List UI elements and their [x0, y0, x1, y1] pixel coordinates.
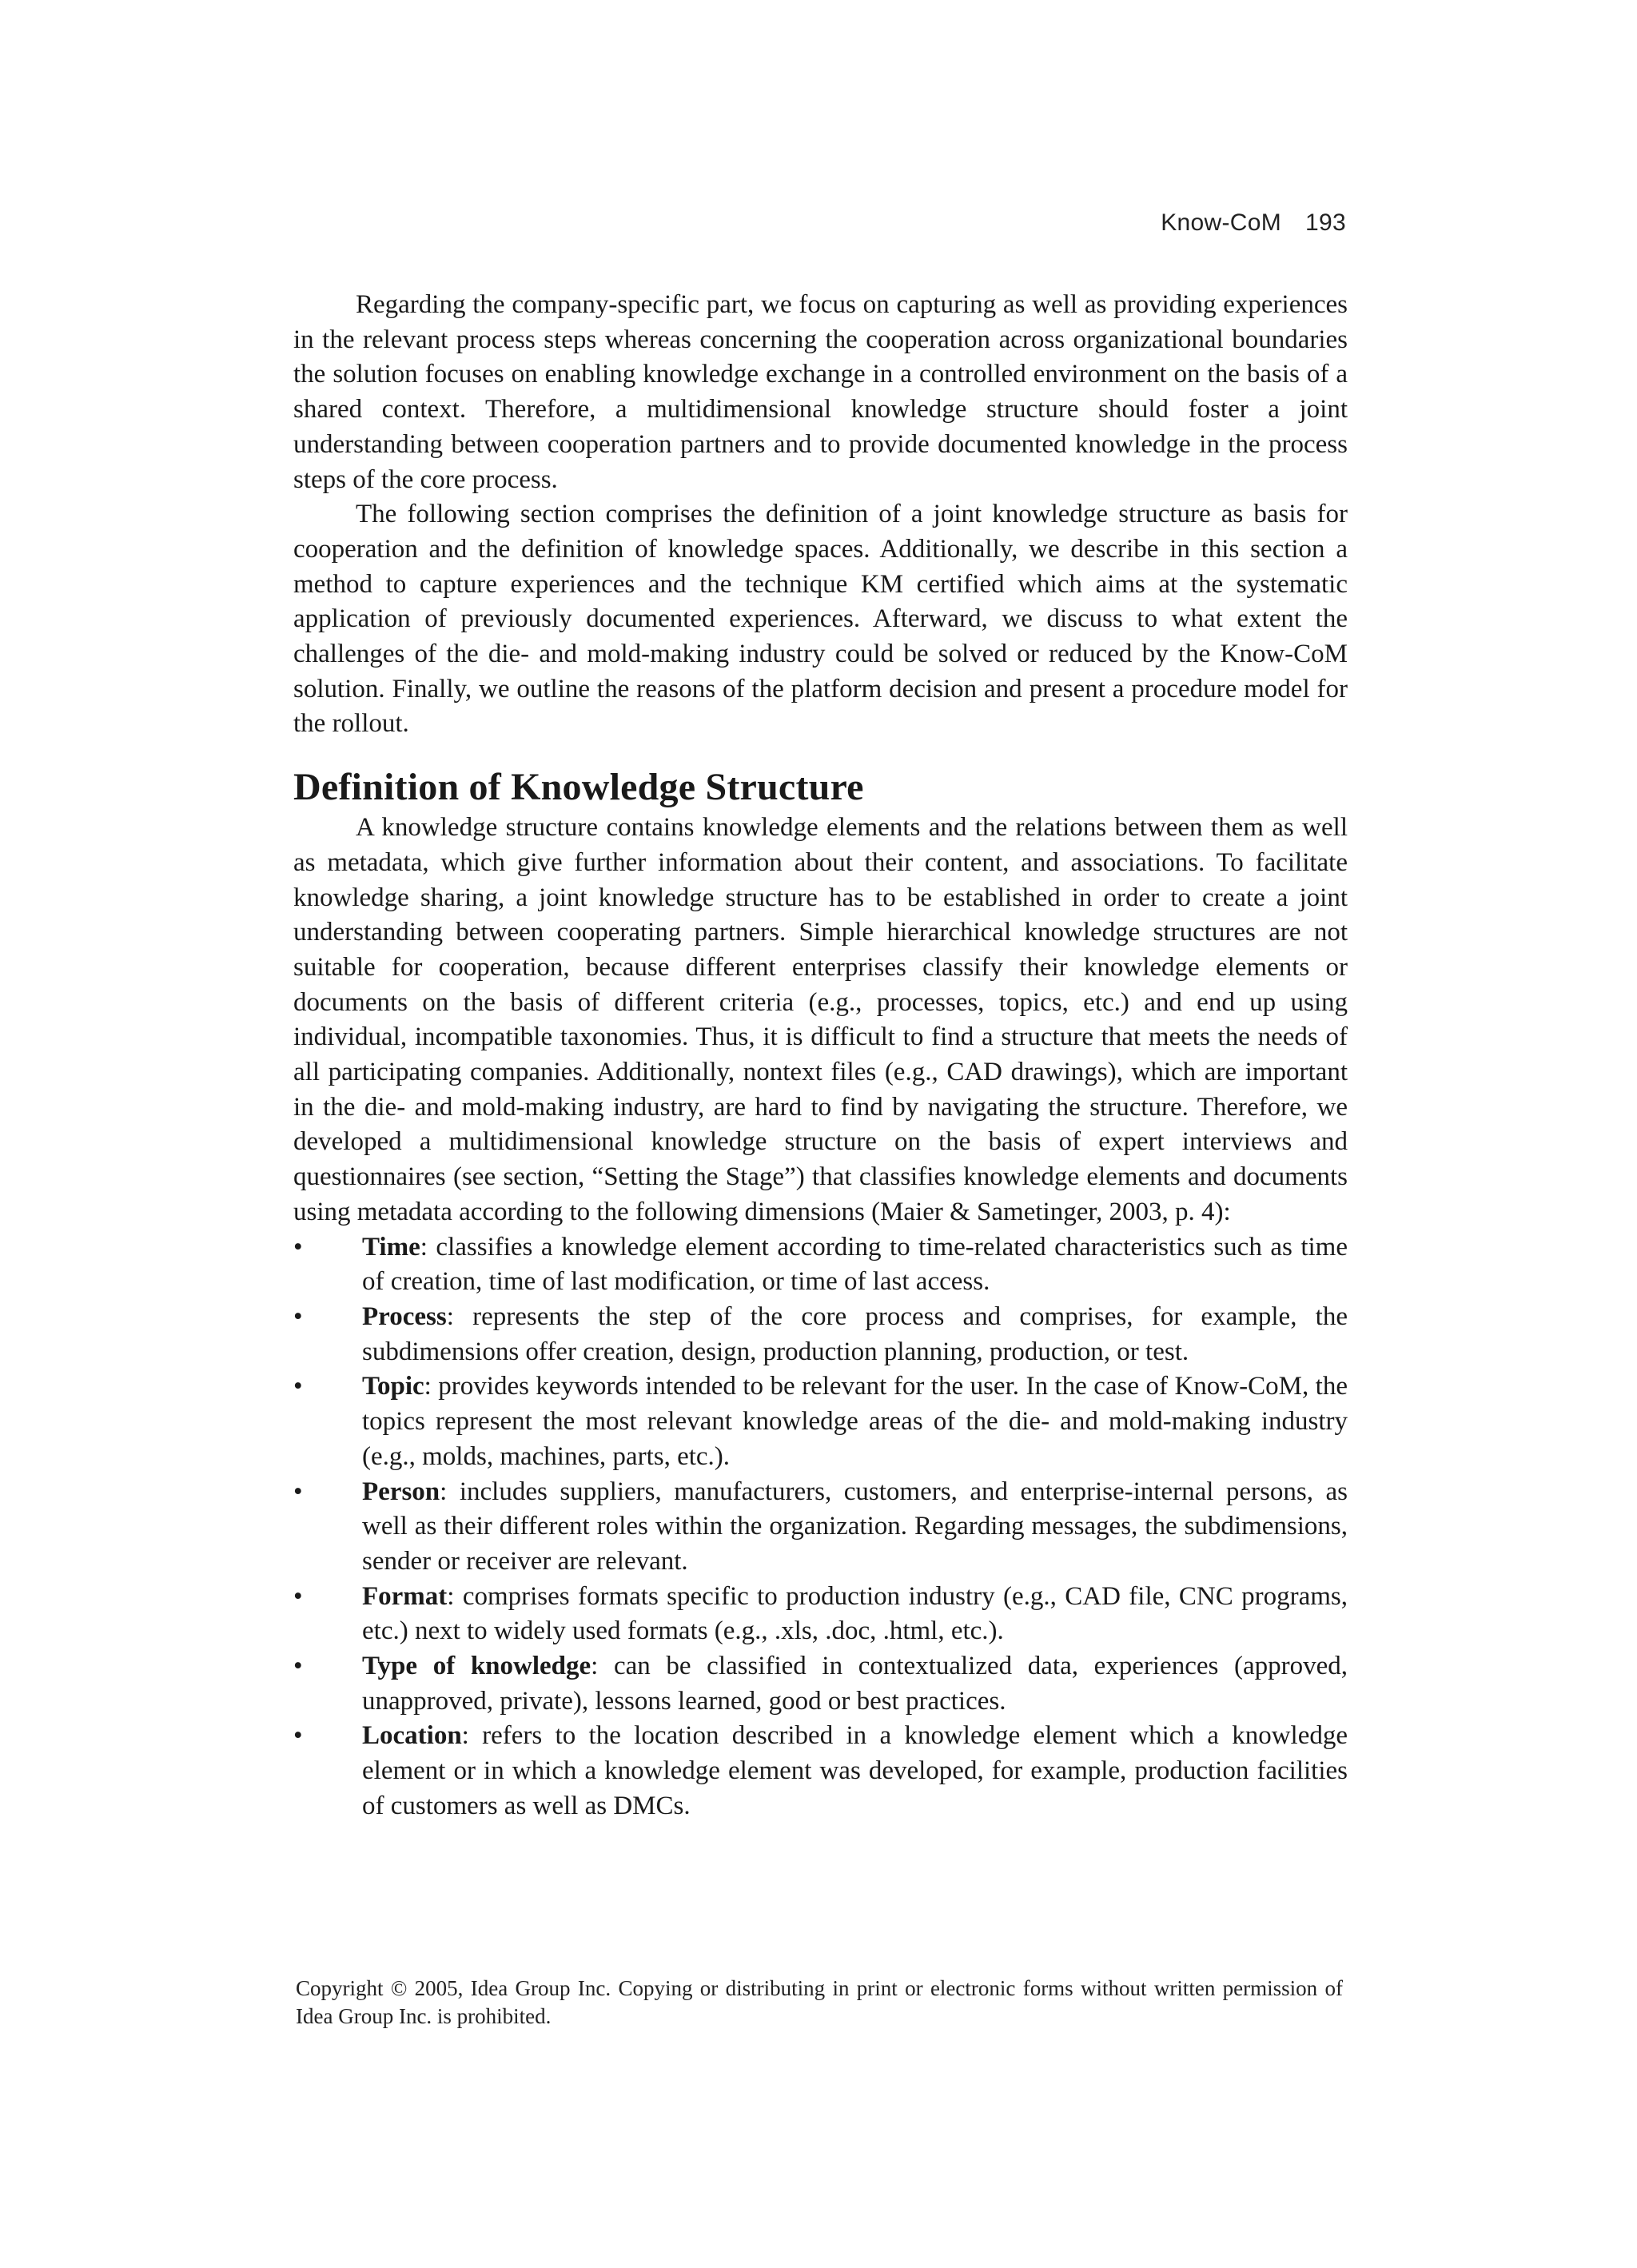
running-header: [1161, 209, 1346, 237]
section-paragraph: A knowledge structure contains knowledge elements and the relations between them as well as metadata, which give further information about their content, and associations. To facilitate knowledge sharing, a joint knowledge structure has to be established in order to create a joint understanding between cooperating partners. Simple hierarchical knowledge structures are not suitable for cooperation, because different enterprises classify their knowledge elements or documents on the basis of different criteria (e.g., processes, topics, etc.) and end up using individual, incompatible taxonomies. Thus, it is difficult to find a structure that meets the needs of all participating companies. Additionally, nontext files (e.g., CAD drawings), which are important in the die- and mold-making industry, are hard to find by navigating the structure. Therefore, we developed a multidimensional knowledge structure on the basis of expert interviews and questionnaires (see section, “Setting the Stage”) that classifies knowledge elements and documents using metadata according to the following dimensions (Maier & Sametinger, 2003, p. 4):: [293, 813, 1348, 1226]
bullet-icon: •: [293, 1581, 303, 1611]
bullet-icon: •: [293, 1232, 303, 1262]
list-item: [293, 1719, 1348, 1824]
page-body: [293, 288, 1348, 1824]
list-item-text: : provides keywords intended to be relevant for the user. In the case of Know-CoM, the topics represent the most relevant knowledge areas of the die- and mold-making industry (e.g., molds, machines, parts, etc.).: [362, 1372, 1348, 1471]
bullet-icon: •: [293, 1301, 303, 1331]
list-item-text: : can be classified in contextualized data, experiences (approved, unapproved, private), lessons learned, good or best practices.: [362, 1652, 1348, 1716]
list-item-term: Location: [362, 1721, 462, 1751]
list-item-term: Type of knowledge: [362, 1652, 591, 1681]
list-item-term: Format: [362, 1581, 448, 1611]
list-item: [293, 1649, 1348, 1719]
intro-paragraph-2: The following section comprises the definition of a joint knowledge structure as basis for cooperation and the definition of knowledge spaces. Additionally, we describe in this section a method to capture experiences and the technique KM certified which aims at the systematic application of previously documented experiences. Afterward, we discuss to what extent the challenges of the die- and mold-making industry could be solved or reduced by the Know-CoM solution. Finally, we outline the reasons of the platform decision and present a procedure model for the rollout.: [293, 500, 1348, 739]
list-item-text: : refers to the location described in a knowledge element which a knowledge element or in which a knowledge element was developed, for example, production facilities of customers as well as DMCs.: [362, 1721, 1348, 1820]
list-item-text: : represents the step of the core process and comprises, for example, the subdimensions offer creation, design, production planning, production, or test.: [362, 1301, 1348, 1366]
list-item: [293, 1475, 1348, 1580]
list-item: [293, 1300, 1348, 1369]
list-item-text: : includes suppliers, manufacturers, customers, and enterprise-internal persons, as well as their different roles within the organization. Regarding messages, the subdimensions, sender or receiver are relevant.: [362, 1477, 1348, 1576]
list-item: [293, 1369, 1348, 1474]
list-item-term: Process: [362, 1301, 447, 1331]
bullet-icon: •: [293, 1372, 303, 1401]
bullet-icon: •: [293, 1477, 303, 1506]
list-item-term: Person: [362, 1477, 440, 1506]
list-item: [293, 1580, 1348, 1649]
list-item-text: : comprises formats specific to production industry (e.g., CAD file, CNC programs, etc.) next to widely used formats (e.g., .xls, .doc, .html, etc.).: [362, 1581, 1348, 1646]
list-item-term: Topic: [362, 1372, 424, 1401]
running-title: Know-CoM: [1161, 209, 1282, 236]
section-heading: Definition of Knowledge Structure: [293, 766, 864, 809]
dimension-list: [293, 1230, 1348, 1824]
list-item: [293, 1230, 1348, 1300]
list-item-text: : classifies a knowledge element according to time-related characteristics such as time of creation, time of last modification, or time of last access.: [362, 1232, 1348, 1297]
page-number: 193: [1305, 209, 1346, 236]
bullet-icon: •: [293, 1721, 303, 1751]
bullet-icon: •: [293, 1652, 303, 1681]
list-item-term: Time: [362, 1232, 420, 1262]
intro-paragraph-1: Regarding the company-specific part, we focus on capturing as well as providing experiences in the relevant process steps whereas concerning the cooperation across organizational boundaries the solution focuses on enabling knowledge exchange in a controlled environment on the basis of a shared context. Therefore, a multidimensional knowledge structure should foster a joint understanding between cooperation partners and to provide documented knowledge in the process steps of the core process.: [293, 290, 1348, 494]
copyright-notice: Copyright © 2005, Idea Group Inc. Copying or distributing in print or electronic forms without written permission of Idea Group Inc. is prohibited.: [296, 1976, 1343, 2028]
